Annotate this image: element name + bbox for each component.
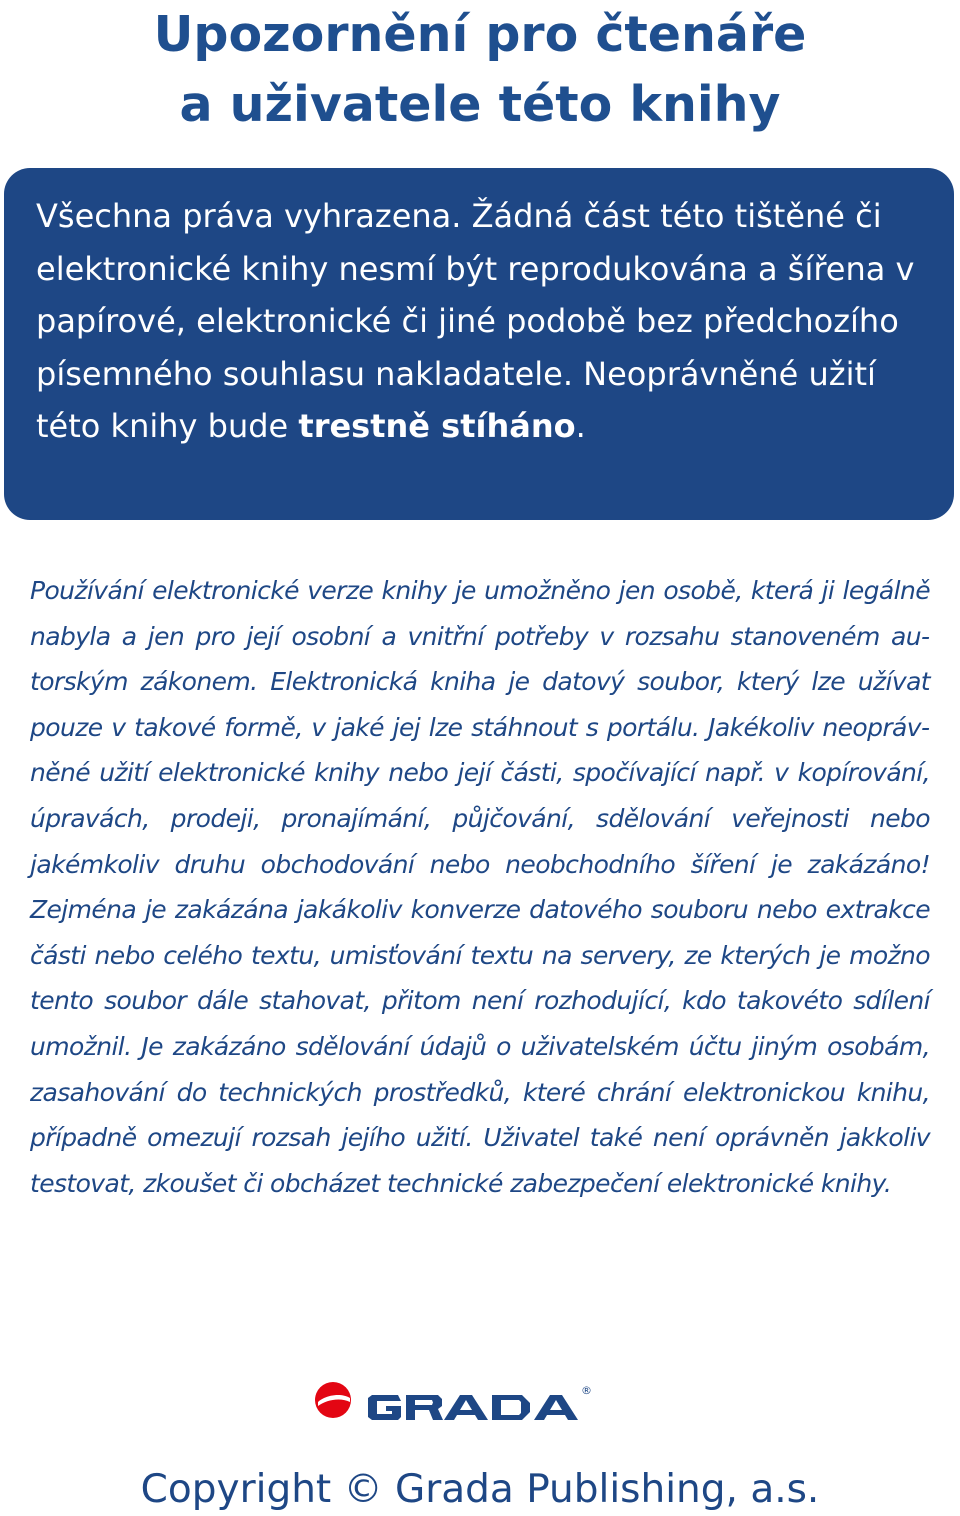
copyright-notice: Copyright © Grada Publishing, a.s.	[140, 1467, 820, 1512]
rights-notice-text	[36, 190, 926, 453]
grada-logo-graphic	[312, 1378, 652, 1438]
grada-wordmark	[368, 1395, 578, 1420]
grada-emblem-icon	[315, 1382, 351, 1418]
rights-notice-emphasis: trestně stíháno	[298, 407, 576, 445]
page-title-line-2: a uživatele této knihy	[179, 76, 781, 133]
rights-notice-end: .	[575, 407, 586, 445]
grada-logo	[312, 1378, 652, 1438]
rights-notice-main: Všechna práva vyhrazena. Žádná část této tištěné či elektronické knihy nesmí být reprodukována a šířena v papírové, elektronické či jiné podobě bez předchozího písemného souhlasu nakladatele. Neoprávněné užití této knihy bude	[36, 197, 915, 445]
page-title-line-1: Upozornění pro čtenáře	[153, 6, 807, 63]
page-title	[0, 0, 960, 140]
rights-notice-box	[4, 168, 954, 520]
ebook-usage-terms: Používání elektronické verze knihy je umožněno jen osobě, která ji legálně nabyla a jen pro její osobní a vnitřní potřeby v rozsahu stanoveném autorským zákonem. Elektronická kniha je datový soubor, který lze užívat pouze v takové formě, v jaké jej lze stáhnout s portálu. Jakékoliv neoprávněné užití elektronické knihy nebo její části, spočívající např. v kopírování, úpravách, prodeji, pronajímání, půjčování, sdělování veřejnosti nebo jakémkoliv druhu obchodování nebo neobchodního šíření je zakázáno! Zejména je zakázána jakákoliv konverze datového souboru nebo extrakce části nebo celého textu, umisťování textu na servery, ze kterých je možno tento soubor dále stahovat, přitom není rozhodující, kdo takovéto sdílení umožnil. Je zakázáno sdělování údajů o uživatelském účtu jiným osobám, zasahování do technických prostředků, které chrání elektronickou knihu, případně omezují rozsah jejího užití. Uživatel také není oprávněn jakkoliv testovat, zkoušet či obcházet technické zabezpečení elektronické knihy.	[30, 576, 930, 1198]
registered-mark: ®	[581, 1384, 592, 1397]
